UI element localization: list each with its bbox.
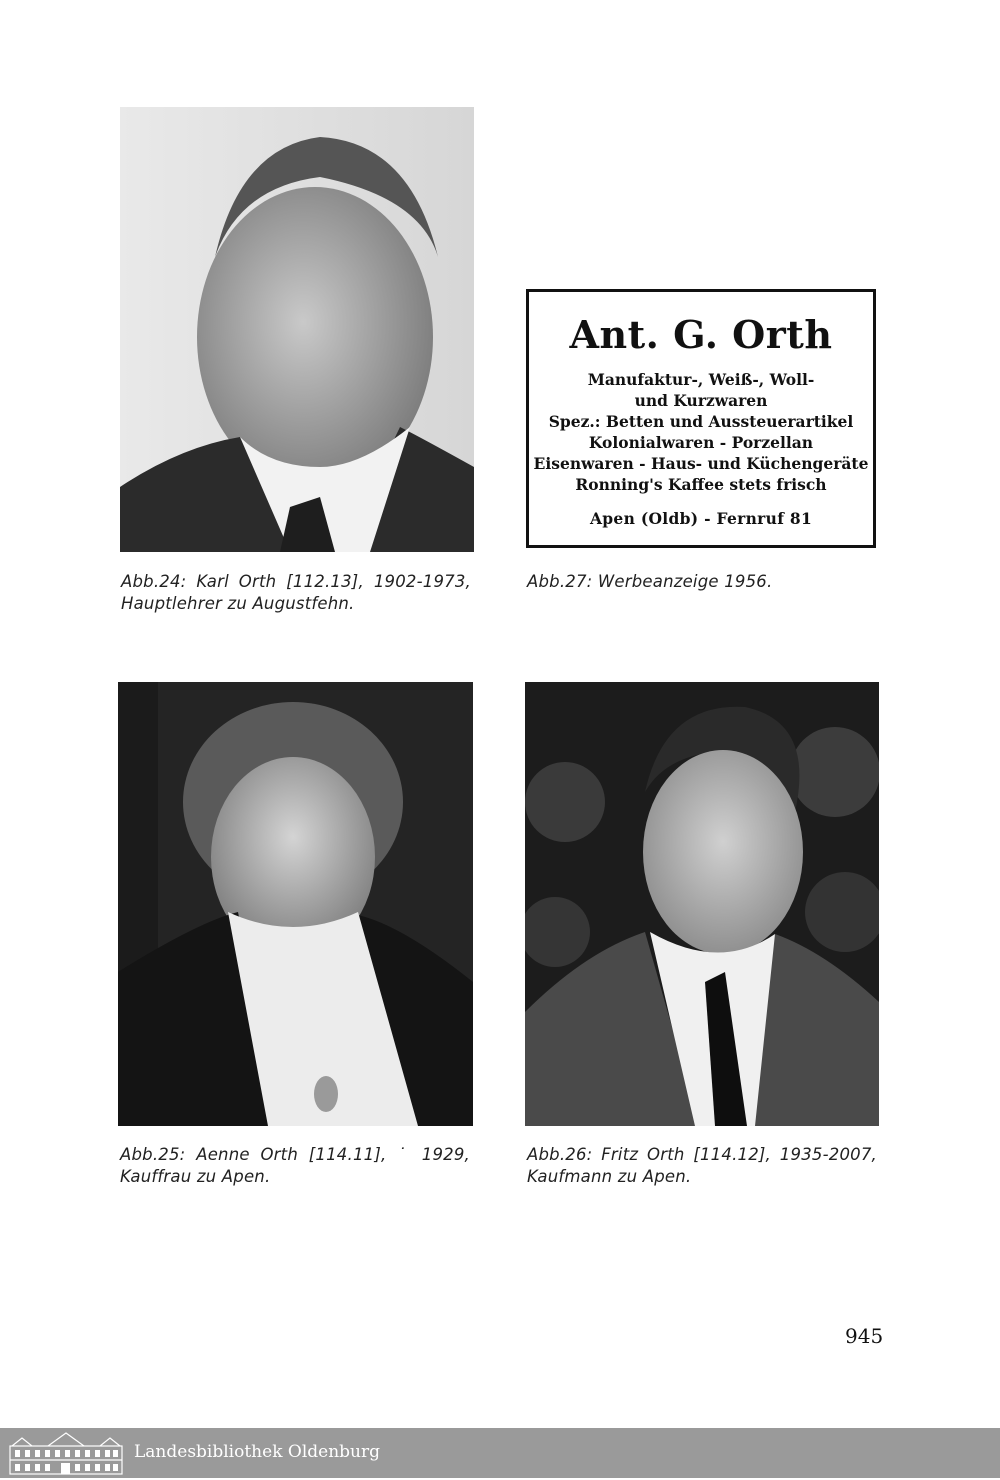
advertisement-box	[526, 289, 876, 548]
library-footer	[0, 1428, 1000, 1478]
caption-line: Kaufmann zu Apen.	[527, 1167, 692, 1186]
ad-line: Kolonialwaren - Porzellan	[588, 433, 814, 452]
caption-line: Abb.26: Fritz Orth [114.12], 1935-2007,	[527, 1145, 877, 1164]
ad-lines	[529, 369, 873, 495]
caption-line: Hauptlehrer zu Augustfehn.	[121, 594, 355, 613]
ad-line: Eisenwaren - Haus- und Küchengeräte	[533, 454, 869, 473]
caption-line: Abb.24: Karl Orth [112.13], 1902-1973,	[121, 572, 471, 591]
page-number: 945	[845, 1324, 884, 1348]
photo-aenne-orth	[118, 682, 473, 1126]
caption-abb24	[121, 571, 471, 615]
photo-fritz-orth	[525, 682, 879, 1126]
ad-address: Apen (Oldb) - Fernruf 81	[589, 509, 813, 528]
caption-abb26	[527, 1144, 877, 1188]
caption-line: Abb.27: Werbeanzeige 1956.	[527, 572, 773, 591]
caption-line: Kauffrau zu Apen.	[120, 1167, 271, 1186]
caption-line: Abb.25: Aenne Orth [114.11], ˙ 1929,	[120, 1145, 470, 1164]
caption-abb27	[527, 571, 877, 593]
photo-karl-orth	[120, 107, 474, 552]
library-name: Landesbibliothek Oldenburg	[134, 1442, 381, 1462]
caption-abb25	[120, 1144, 470, 1188]
ad-line: Manufaktur-, Weiß-, Woll-	[587, 370, 815, 389]
ad-line: Ronning's Kaffee stets frisch	[575, 475, 827, 494]
library-building-icon	[8, 1430, 124, 1476]
ad-line: und Kurzwaren	[634, 391, 768, 410]
ad-firm-name: Ant. G. Orth	[569, 312, 833, 357]
ad-line: Spez.: Betten und Aussteuerartikel	[548, 412, 854, 431]
